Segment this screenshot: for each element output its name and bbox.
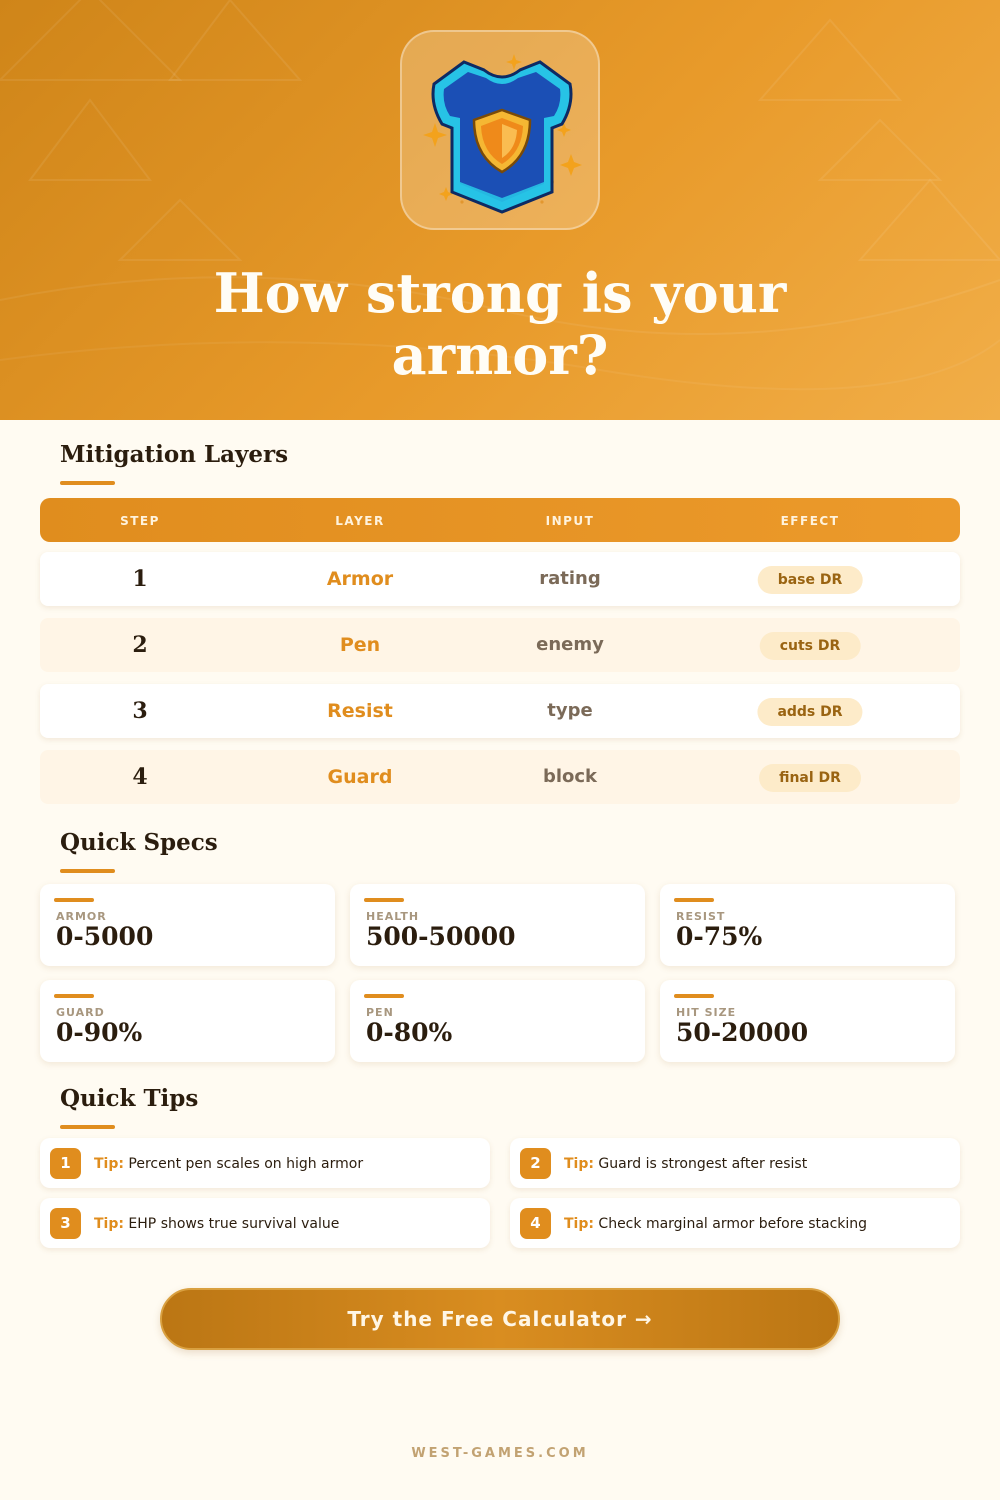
- cell-step: 3: [132, 698, 148, 724]
- section-title-text: Mitigation Layers: [60, 441, 289, 468]
- spec-card-hit-size: [660, 980, 955, 1062]
- hero-banner: [0, 0, 1000, 420]
- table-row: [40, 684, 960, 738]
- table-row: [40, 618, 960, 672]
- spec-label: RESIST: [676, 910, 726, 923]
- spec-accent-bar: [674, 898, 714, 902]
- section-title-underline: [60, 1125, 115, 1129]
- tip-text: [564, 1198, 867, 1248]
- spec-card-health: [350, 884, 645, 966]
- spec-label: HIT SIZE: [676, 1006, 737, 1019]
- spec-accent-bar: [54, 994, 94, 998]
- column-header-layer: LAYER: [335, 514, 385, 528]
- tip-prefix: Tip:: [564, 1216, 594, 1232]
- cell-input: rating: [539, 568, 601, 589]
- spec-accent-bar: [364, 898, 404, 902]
- cell-step: 1: [132, 566, 148, 592]
- tip-prefix: Tip:: [564, 1156, 594, 1172]
- cell-effect: [760, 618, 861, 672]
- tip-number-badge: 4: [520, 1208, 551, 1239]
- spec-label: PEN: [366, 1006, 394, 1019]
- spec-value: 0-80%: [366, 1018, 453, 1047]
- spec-value: 0-75%: [676, 922, 763, 951]
- cell-step: 4: [132, 764, 148, 790]
- spec-value: 50-20000: [676, 1018, 809, 1047]
- column-header-effect: EFFECT: [780, 514, 840, 528]
- cell-step: 2: [132, 632, 148, 658]
- table-header: [40, 498, 960, 542]
- tip-text: [94, 1198, 339, 1248]
- cell-effect: [757, 684, 862, 738]
- app-logo-tile: [400, 30, 600, 230]
- section-title-underline: [60, 869, 115, 873]
- column-header-step: STEP: [120, 514, 160, 528]
- spec-label: HEALTH: [366, 910, 420, 923]
- tip-text: [564, 1138, 807, 1188]
- spec-card-resist: [660, 884, 955, 966]
- tip-prefix: Tip:: [94, 1216, 124, 1232]
- spec-value: 500-50000: [366, 922, 516, 951]
- tip-body: Check marginal armor before stacking: [598, 1216, 868, 1232]
- armor-vest-icon: [402, 32, 602, 232]
- effect-badge: adds DR: [757, 698, 862, 726]
- spec-value: 0-5000: [56, 922, 154, 951]
- cell-layer: Resist: [327, 700, 393, 722]
- table-row: [40, 750, 960, 804]
- effect-badge: final DR: [759, 764, 861, 792]
- section-title-tips: [60, 1085, 198, 1112]
- spec-accent-bar: [674, 994, 714, 998]
- spec-label: GUARD: [56, 1006, 105, 1019]
- section-title-underline: [60, 481, 115, 485]
- cell-layer: Armor: [326, 568, 394, 590]
- tip-body: Guard is strongest after resist: [598, 1156, 808, 1172]
- free-calculator-button[interactable]: Try the Free Calculator →: [160, 1288, 840, 1350]
- tip-body: Percent pen scales on high armor: [128, 1156, 364, 1172]
- tip-number-badge: 2: [520, 1148, 551, 1179]
- spec-card-pen: [350, 980, 645, 1062]
- cell-layer: Guard: [327, 766, 393, 788]
- tip-card: [40, 1198, 490, 1248]
- cell-input: type: [547, 700, 593, 721]
- spec-accent-bar: [364, 994, 404, 998]
- page-title: How strong is your armor?: [213, 261, 787, 387]
- table-row: [40, 552, 960, 606]
- section-title-mitigation: [60, 441, 288, 468]
- spec-label: ARMOR: [56, 910, 107, 923]
- spec-value: 0-90%: [56, 1018, 143, 1047]
- tip-text: [94, 1138, 363, 1188]
- cell-input: block: [542, 766, 598, 787]
- section-title-text: Quick Specs: [60, 829, 218, 856]
- tip-card: [510, 1138, 960, 1188]
- tip-prefix: Tip:: [94, 1156, 124, 1172]
- tip-number-badge: 3: [50, 1208, 81, 1239]
- effect-badge: cuts DR: [760, 632, 861, 660]
- tip-card: [40, 1138, 490, 1188]
- tip-number-badge: 1: [50, 1148, 81, 1179]
- effect-badge: base DR: [758, 566, 863, 594]
- section-title-specs: [60, 829, 218, 856]
- cell-layer: Pen: [339, 634, 381, 656]
- cell-effect: [758, 552, 863, 606]
- column-header-input: INPUT: [545, 514, 595, 528]
- tip-card: [510, 1198, 960, 1248]
- spec-accent-bar: [54, 898, 94, 902]
- tip-body: EHP shows true survival value: [128, 1216, 340, 1232]
- cell-input: enemy: [536, 634, 604, 655]
- cell-effect: [759, 750, 861, 804]
- spec-card-armor: [40, 884, 335, 966]
- section-title-text: Quick Tips: [60, 1085, 199, 1112]
- spec-card-guard: [40, 980, 335, 1062]
- footer-site-link[interactable]: WEST-GAMES.COM: [411, 1446, 589, 1461]
